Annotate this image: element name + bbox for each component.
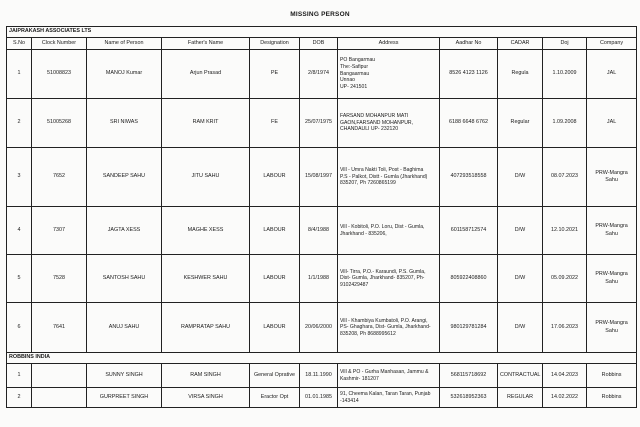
cell-address: Vill & PO - Gurha Manhasan, Jammu & Kashmir- 181207 — [338, 364, 440, 388]
cell-father: VIRSA SINGH — [162, 388, 250, 408]
cell-address: PO Bangarmau The:-Safipur Bangaarmau Unnao UP- 241501 — [338, 50, 440, 99]
cell-sno: 1 — [7, 364, 32, 388]
cell-address: FARSAND MOHANPUR MATI GAON,FARSAND MOHANPUR, CHANDAULI UP- 232120 — [338, 99, 440, 148]
cell-sno: 3 — [7, 148, 32, 207]
cell-father: JITU SAHU — [162, 148, 250, 207]
section-title-robbins: ROBBINS INDIA — [7, 353, 637, 364]
cell-father: Arjun Prasad — [162, 50, 250, 99]
cell-dob: 25/07/1975 — [300, 99, 338, 148]
cell-designation: Eractor Opt — [250, 388, 300, 408]
cell-company: PRW-Mangra Sahu — [587, 148, 637, 207]
cell-clock: 51008823 — [32, 50, 87, 99]
col-header-sno: S.No — [7, 38, 32, 50]
cell-dob: 20/06/2000 — [300, 303, 338, 353]
cell-address: 91, Cheema Kalan, Taran Taran, Punjab -143414 — [338, 388, 440, 408]
cell-doj: 1.10.2009 — [543, 50, 587, 99]
col-header-father: Father's Name — [162, 38, 250, 50]
cell-cadar: D/W — [498, 148, 543, 207]
cell-address: Vill - Kobitoli, P.O. Loru, Dist - Gumla, Jharkhand - 835206, — [338, 207, 440, 255]
cell-dob: 8/4/1988 — [300, 207, 338, 255]
cell-address: Vill- Tirra, P.O.- Karaundi, P.S. Gumla, Dist- Gumla, Jharkhand- 835207, Ph-9102429487 — [338, 255, 440, 303]
cell-clock: 7528 — [32, 255, 87, 303]
table-row — [7, 207, 637, 255]
cell-aadhar: 601158712574 — [440, 207, 498, 255]
cell-designation: LABOUR — [250, 207, 300, 255]
table-row — [7, 148, 637, 207]
cell-aadhar: 8526 4123 1126 — [440, 50, 498, 99]
cell-dob: 18.11.1990 — [300, 364, 338, 388]
cell-father: RAMPRATAP SAHU — [162, 303, 250, 353]
cell-aadhar: 407293518558 — [440, 148, 498, 207]
cell-name: SRI NIWAS — [87, 99, 162, 148]
cell-aadhar: 568115718692 — [440, 364, 498, 388]
table-row — [7, 303, 637, 353]
cell-sno: 1 — [7, 50, 32, 99]
cell-aadhar: 805922408860 — [440, 255, 498, 303]
cell-company: PRW-Mangra Sahu — [587, 255, 637, 303]
cell-cadar: D/W — [498, 255, 543, 303]
cell-doj: 17.06.2023 — [543, 303, 587, 353]
cell-name: SANTOSH SAHU — [87, 255, 162, 303]
cell-dob: 01.01.1985 — [300, 388, 338, 408]
col-header-address: Address — [338, 38, 440, 50]
table-row — [7, 364, 637, 388]
cell-aadhar: 6188 6648 6762 — [440, 99, 498, 148]
cell-aadhar: 532618952363 — [440, 388, 498, 408]
cell-name: MANOJ Kumar — [87, 50, 162, 99]
cell-company: PRW-Mangra Sahu — [587, 207, 637, 255]
col-header-designation: Designation — [250, 38, 300, 50]
cell-address: Vill - Umra Nakti Toli, Post - Baghima P.S - Palkot, Distt - Gumla (Jharkhand) 835207, Ph 7260865199 — [338, 148, 440, 207]
col-header-company: Company — [587, 38, 637, 50]
cell-company: Robbins — [587, 388, 637, 408]
document-title: MISSING PERSON — [290, 11, 350, 18]
cell-company: JAL — [587, 99, 637, 148]
cell-company: Robbins — [587, 364, 637, 388]
cell-address: Vill - Khambiya Kumbatoli, P.O. Arangi, PS- Ghaghara, Dist- Gumla, Jharkhand- 835208, Ph 8688995612 — [338, 303, 440, 353]
cell-designation: FE — [250, 99, 300, 148]
cell-dob: 15/08/1997 — [300, 148, 338, 207]
cell-company: PRW-Mangra Sahu — [587, 303, 637, 353]
col-header-dob: DOB — [300, 38, 338, 50]
cell-doj: 14.02.2022 — [543, 388, 587, 408]
cell-clock: 51005268 — [32, 99, 87, 148]
cell-clock: 7641 — [32, 303, 87, 353]
cell-doj: 12.10.2021 — [543, 207, 587, 255]
col-header-aadhar: Aadhar No — [440, 38, 498, 50]
table-row — [7, 255, 637, 303]
cell-name: JAGTA XESS — [87, 207, 162, 255]
cell-company: JAL — [587, 50, 637, 99]
cell-designation: LABOUR — [250, 255, 300, 303]
table-row — [7, 388, 637, 408]
cell-name: GURPREET SINGH — [87, 388, 162, 408]
cell-doj: 08.07.2023 — [543, 148, 587, 207]
cell-sno: 6 — [7, 303, 32, 353]
col-header-cadar: CADAR — [498, 38, 543, 50]
cell-clock — [32, 388, 87, 408]
cell-name: SANDEEP SAHU — [87, 148, 162, 207]
cell-cadar: D/W — [498, 207, 543, 255]
cell-father: RAM SINGH — [162, 364, 250, 388]
cell-name: ANUJ SAHU — [87, 303, 162, 353]
col-header-clock: Clock Number — [32, 38, 87, 50]
cell-sno: 5 — [7, 255, 32, 303]
cell-doj: 1.09.2008 — [543, 99, 587, 148]
table-row — [7, 50, 637, 99]
cell-clock: 7652 — [32, 148, 87, 207]
cell-cadar: D/W — [498, 303, 543, 353]
cell-sno: 2 — [7, 388, 32, 408]
cell-designation: LABOUR — [250, 303, 300, 353]
cell-designation: LABOUR — [250, 148, 300, 207]
column-header-row — [7, 38, 637, 50]
cell-aadhar: 980129781284 — [440, 303, 498, 353]
cell-cadar: Regular — [498, 99, 543, 148]
cell-clock — [32, 364, 87, 388]
table-row — [7, 99, 637, 148]
cell-designation: PE — [250, 50, 300, 99]
section-header-row — [7, 27, 637, 38]
col-header-name: Name of Person — [87, 38, 162, 50]
cell-clock: 7307 — [32, 207, 87, 255]
section-header-row — [7, 353, 637, 364]
cell-doj: 14.04.2023 — [543, 364, 587, 388]
cell-father: RAM KRIT — [162, 99, 250, 148]
cell-name: SUNNY SINGH — [87, 364, 162, 388]
cell-doj: 05.09.2022 — [543, 255, 587, 303]
cell-father: MAGHE XESS — [162, 207, 250, 255]
col-header-doj: Doj — [543, 38, 587, 50]
cell-father: KESHWER SAHU — [162, 255, 250, 303]
cell-cadar: Regula — [498, 50, 543, 99]
missing-person-table — [6, 26, 637, 408]
section-title-jaiprakash: JAIPRAKASH ASSOCIATES LTS — [7, 27, 637, 38]
cell-cadar: REGULAR — [498, 388, 543, 408]
cell-cadar: CONTRACTUAL — [498, 364, 543, 388]
cell-dob: 1/1/1988 — [300, 255, 338, 303]
cell-dob: 2/8/1974 — [300, 50, 338, 99]
cell-sno: 2 — [7, 99, 32, 148]
cell-designation: General Oprative — [250, 364, 300, 388]
cell-sno: 4 — [7, 207, 32, 255]
